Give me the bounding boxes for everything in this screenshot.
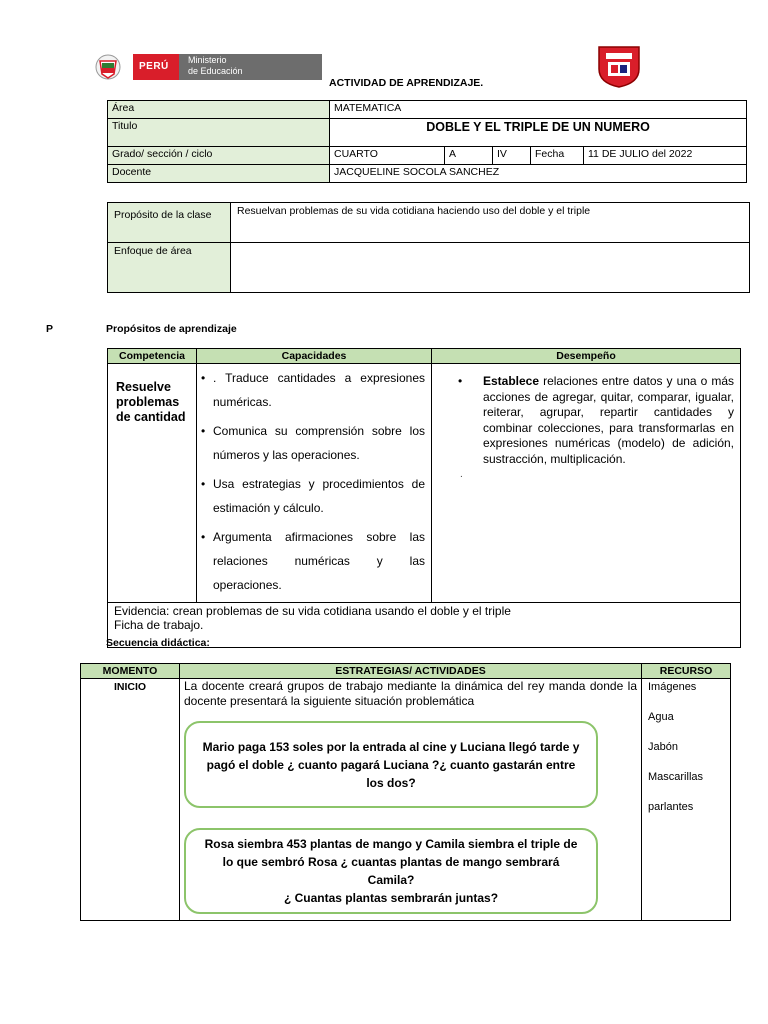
evidencia-line2: Ficha de trabajo.: [114, 618, 204, 632]
estrategias-intro: La docente creará grupos de trabajo mediante la dinámica del rey manda donde la docente presentará la siguiente situación problemática: [184, 679, 637, 708]
capacidad-item: • Argumenta afirmaciones sobre las relaciones numéricas y las operaciones.: [199, 525, 425, 597]
enfoque-value: [231, 243, 750, 293]
bullet-icon: •: [458, 374, 463, 388]
school-crest-icon: [596, 43, 642, 89]
desempeno-header: Desempeño: [432, 349, 741, 364]
estrategias-header: ESTRATEGIAS/ ACTIVIDADES: [180, 664, 642, 679]
proposito-value: Resuelvan problemas de su vida cotidiana haciendo uso del doble y el triple: [231, 203, 750, 243]
momento-value: INICIO: [81, 679, 180, 921]
desempeno-bold: Establece: [483, 374, 540, 388]
capacidades-cell: [197, 364, 432, 603]
titulo-value: DOBLE Y EL TRIPLE DE UN NUMERO: [330, 119, 747, 147]
recurso-item: Jabón: [648, 741, 678, 753]
peru-label: PERÚ: [139, 61, 169, 72]
propositos-heading: Propósitos de aprendizaje: [106, 323, 237, 335]
momento-header: MOMENTO: [81, 664, 180, 679]
seccion-value: A: [445, 147, 493, 165]
problem-2-question: ¿ Cuantas plantas sembrarán juntas?: [283, 891, 499, 905]
fecha-label: Fecha: [531, 147, 584, 165]
secuencia-heading: Secuencia didáctica:: [106, 637, 210, 649]
docente-label: Docente: [108, 165, 330, 183]
competencia-header: Competencia: [108, 349, 197, 364]
grado-value: CUARTO: [330, 147, 445, 165]
section-marker: P: [46, 323, 54, 335]
recurso-list: [648, 681, 724, 813]
recurso-item: Agua: [648, 711, 674, 723]
desempeno-cell: [432, 364, 741, 603]
recurso-cell: [642, 679, 731, 921]
recurso-header: RECURSO: [642, 664, 731, 679]
capacidades-list: [199, 366, 425, 597]
capacidades-header: Capacidades: [197, 349, 432, 364]
evidencia-line1: Evidencia: crean problemas de su vida cotidiana usando el doble y el triple: [114, 604, 511, 618]
ministry-logo: [93, 52, 323, 82]
docente-value: JACQUELINE SOCOLA SANCHEZ: [330, 165, 747, 183]
area-label: Área: [108, 101, 330, 119]
enfoque-label: Enfoque de área: [108, 243, 231, 293]
ministry-line1: Ministerio: [188, 55, 227, 65]
info-table: [107, 100, 747, 183]
school-logo: [596, 43, 642, 89]
recurso-item: Imágenes: [648, 681, 697, 693]
competency-table: [107, 348, 741, 648]
competencia-value: Resuelve problemas de cantidad: [108, 364, 197, 603]
proposito-label: Propósito de la clase: [108, 203, 231, 243]
problem-box-1: [184, 721, 598, 808]
capacidad-item: • Usa estrategias y procedimientos de estimación y cálculo.: [199, 472, 425, 520]
grado-label: Grado/ sección / ciclo: [108, 147, 330, 165]
desempeno-body: relaciones entre datos y una o más acciones de agregar, quitar, comparar, igualar, reiterar, agrupar, repartir cantidades y combinar colecciones, para transformarlas en expresiones numéricas (modelo) de adición, sustracción, multiplicación.: [483, 374, 734, 466]
desempeno-extra: .: [460, 469, 463, 480]
ministry-line2: de Educación: [188, 66, 243, 76]
document-title: ACTIVIDAD DE APRENDIZAJE.: [329, 77, 484, 89]
problem-2-text: Rosa siembra 453 plantas de mango y Camila siembra el triple de lo que sembró Rosa ¿ cuantas plantas de mango sembrará Camila?: [204, 837, 578, 887]
recurso-item: Mascarillas: [648, 771, 704, 783]
fecha-value: 11 DE JULIO del 2022: [584, 147, 747, 165]
ciclo-value: IV: [493, 147, 531, 165]
problem-box-2: [184, 828, 598, 914]
problem-1-text: Mario paga 153 soles por la entrada al cine y Luciana llegó tarde y pagó el doble ¿ cuanto pagará Luciana ?¿ cuanto gastarán entre los dos?: [202, 739, 580, 790]
capacidad-item: • Comunica su comprensión sobre los números y las operaciones.: [199, 419, 425, 467]
area-value: MATEMATICA: [330, 101, 747, 119]
capacidad-item: • . Traduce cantidades a expresiones numéricas.: [199, 366, 425, 414]
desempeno-text: [483, 374, 734, 467]
recurso-item: parlantes: [648, 801, 694, 813]
purpose-table: [107, 202, 750, 293]
titulo-label: Titulo: [108, 119, 330, 147]
